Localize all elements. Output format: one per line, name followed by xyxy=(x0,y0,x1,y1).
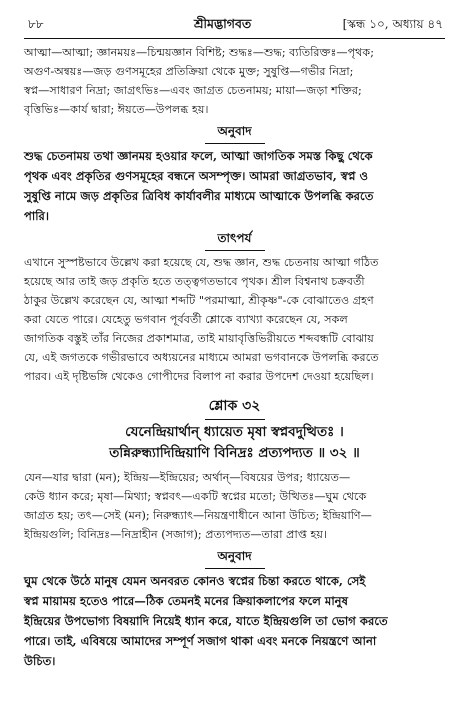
book-title: শ্রীমদ্ভাগবত xyxy=(194,16,252,31)
synonym-line: স্বপ্ন—সাধারণ নিদ্রা; জাগ্রৎভিঃ—এবং জাগ্রত চেতনাময়; মায়া—জড়া শক্তির; xyxy=(24,84,362,97)
heading-underline xyxy=(205,568,265,569)
purport-line: এখানে সুস্পষ্টভাবে উল্লেখ করা হয়েছে যে, শুদ্ধ জ্ঞান, শুদ্ধ চেতনায় আত্মা গঠিত xyxy=(24,256,379,269)
translation-block-top xyxy=(24,146,445,226)
synonym-line: অগুণ-অন্বয়ঃ—জড় গুণসমূহের প্রতিক্রিয়া থেকে মুক্ত; সুষুপ্তি—গভীর নিদ্রা; xyxy=(24,65,354,78)
purport-line: ঠাকুর উল্লেখ করেছেন যে, আত্মা শব্দটি "পরমাত্মা, শ্রীকৃষ্ণ"-কে বোঝাতেও গ্রহণ xyxy=(24,294,374,307)
purport-line: পারব। এই দৃষ্টিভঙ্গি থেকেও গোপীদের বিলাপ না করার উপদেশ দেওয়া হয়েছিল। xyxy=(24,370,374,383)
translation-line: ঘুম থেকে উঠে মানুষ যেমন অনবরত কোনও স্বপ্নের চিন্তা করতে থাকে, সেই xyxy=(24,574,366,588)
verse-line-1: যেনেন্দ্রিয়ার্থান্ ধ্যায়েত মৃষা স্বপ্নবদুত্থিতঃ । xyxy=(125,424,344,440)
synonym-line: জাগ্রত হয়; তৎ—সেই (মন); নিরুন্ধ্যাৎ—নিয়ন্ত্রণাধীনে আনা উচিত; ইন্দ্রিয়াণি— xyxy=(24,509,372,522)
purport-line: জাগতিক বস্তুই তাঁর নিজের প্রকাশমাত্র, তাই মায়াবৃত্তিভিরীয়তে শব্দবন্ধটি বোঝায় xyxy=(24,332,374,345)
synonyms-block-top xyxy=(24,43,445,119)
purport-line: করা যেতে পারে। যেহেতু ভগবান পূর্ববর্তী শ্লোকে ব্যাখ্যা করেছেন যে, সকল xyxy=(24,313,348,326)
page-number: ৮৮ xyxy=(28,17,44,31)
header-rule xyxy=(24,38,445,39)
translation-line: শুদ্ধ চেতনাময় তথা জ্ঞানময় হওয়ার ফলে, আত্মা জাগতিক সমস্ত কিছু থেকে xyxy=(24,149,373,163)
synonym-line: কেউ ধ্যান করে; মৃষা—মিথ্যা; স্বপ্নবৎ—একটি স্বপ্নের মতো; উত্থিতঃ—ঘুম থেকে xyxy=(24,490,367,503)
translation-line: সুষুপ্তি নামে জড় প্রকৃতির ত্রিবিধ কার্যাবলীর মাধ্যমে আত্মাকে উপলব্ধি করতে xyxy=(24,189,374,203)
translation-line: পারি। xyxy=(24,209,50,223)
translation-line: পারে। তাই, এবিষয়ে আমাদের সম্পূর্ণ সজাগ থাকা এবং মনকে নিয়ন্ত্রণে আনা xyxy=(24,634,377,648)
translation-line: স্বপ্ন মায়াময় হতেও পারে—ঠিক তেমনই মনের ক্রিয়াকলাপের ফলে মানুষ xyxy=(24,594,348,608)
synonym-line: যেন—যার দ্বারা (মন); ইন্দ্রিয়—ইন্দ্রিয়ের; অর্থান্—বিষয়ের উপর; ধ্যায়েত— xyxy=(24,471,351,484)
purport-line: যে, এই জগতকে গভীরভাবে অধ্যয়নের মাধ্যমে আমরা ভগবানকে উপলব্ধি করতে xyxy=(24,351,379,364)
translation-heading: অনুবাদ xyxy=(217,124,252,138)
verse-title: শ্লোক ৩২ xyxy=(208,398,261,414)
chapter-reference: [স্কন্ধ ১০, অধ্যায় ৪৭ xyxy=(342,17,443,31)
purport-line: হয়েছে আর তাই জড় প্রকৃতি হতে তত্ত্বগতভাবে পৃথক। শ্রীল বিশ্বনাথ চক্রবর্তী xyxy=(24,275,365,288)
translation-block-bottom xyxy=(24,571,445,671)
translation-line: ইন্দ্রিয়ের উপভোগ্য বিষয়াদি নিয়েই ধ্যান করে, যাতে ইন্দ্রিয়গুলি তা ভোগ করতে xyxy=(24,614,388,628)
heading-underline xyxy=(205,250,265,251)
purport-heading: তাৎপর্য xyxy=(217,231,252,245)
translation-line: উচিত। xyxy=(24,654,56,668)
synonym-line: বৃত্তিভিঃ—কার্য দ্বারা; ঈয়তে—উপলব্ধ হয়। xyxy=(24,103,209,116)
synonyms-block-bottom xyxy=(24,468,445,544)
translation-heading-2: অনুবাদ xyxy=(217,549,252,563)
purport-block xyxy=(24,253,445,386)
verse-line-2: তন্নিরুন্ধ্যাদিন্দ্রিয়াণি বিনিদ্রঃ প্রত্যপদ্যত ॥ ৩২ ॥ xyxy=(109,445,360,461)
page-header xyxy=(24,14,445,36)
synonym-line: ইন্দ্রিয়গুলি; বিনিদ্রঃ—নিদ্রাহীন (সজাগ); প্রত্যপদ্যত—তারা প্রাপ্ত হয়। xyxy=(24,528,327,541)
translation-line: পৃথক এবং প্রকৃতির গুণসমূহের বন্ধনে অসম্পৃক্ত। আমরা জাগ্রতভাব, স্বপ্ন ও xyxy=(24,169,369,183)
synonym-line: আত্মা—আত্মা; জ্ঞানময়ঃ—চিন্ময়জ্ঞান বিশিষ্ট; শুদ্ধঃ—শুদ্ধ; ব্যতিরিক্তঃ—পৃথক; xyxy=(24,46,375,59)
heading-underline xyxy=(205,143,265,144)
verse-title-underline xyxy=(205,419,265,420)
